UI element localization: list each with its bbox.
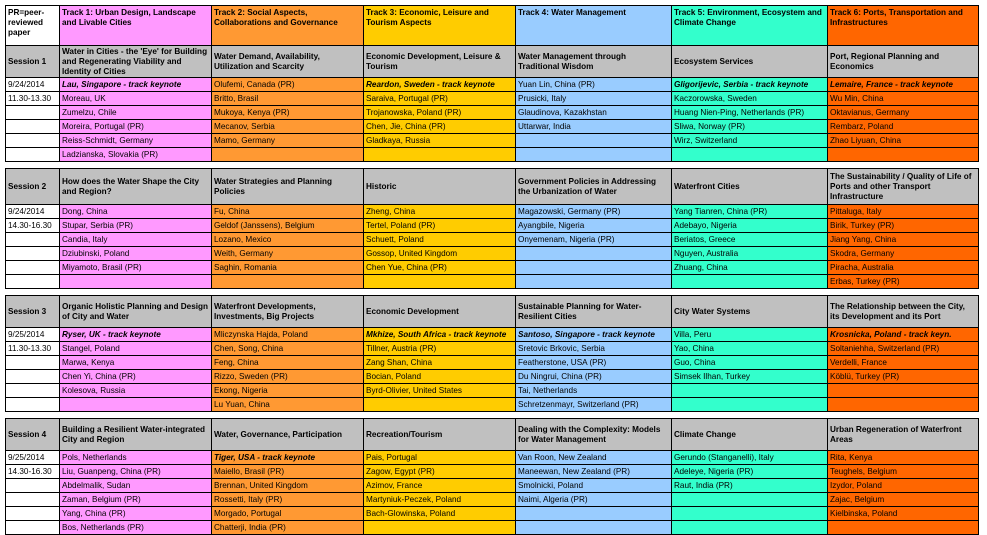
speaker: Mamo, Germany [212,134,364,148]
speaker: Wirz, Switzerland [672,134,828,148]
speaker: Ladzianska, Slovakia (PR) [60,148,212,162]
speaker: Tai, Netherlands [516,384,672,398]
empty-cell [6,106,60,120]
spacer-cell [60,412,212,419]
speaker: Sliwa, Norway (PR) [672,120,828,134]
speaker: Stupar, Serbia (PR) [60,219,212,233]
speaker-row [6,342,979,356]
session-topic: Government Policies in Addressing the Urbanization of Water [516,169,672,205]
session-spacer [6,162,979,169]
session-topic: The Relationship between the City, its Development and its Port [828,296,979,328]
session-topic: How does the Water Shape the City and Region? [60,169,212,205]
session-topic-row [6,169,979,205]
speaker: Simsek Ilhan, Turkey [672,370,828,384]
speaker: Uttarwar, India [516,120,672,134]
speaker: Dziubinski, Poland [60,247,212,261]
speaker: Britto, Brasil [212,92,364,106]
keynote-speaker: Ryser, UK - track keynote [60,328,212,342]
session-topic: Water, Governance, Participation [212,419,364,451]
speaker: Adeleye, Nigeria (PR) [672,465,828,479]
empty-cell [6,233,60,247]
empty-cell [828,148,979,162]
speaker: Mukoya, Kenya (PR) [212,106,364,120]
session-date: 9/25/2014 [6,328,60,342]
session-topic-row [6,46,979,78]
track-header-1: Track 1: Urban Design, Landscape and Livable Cities [60,6,212,46]
speaker: Zajac, Belgium [828,493,979,507]
speaker-row [6,275,979,289]
speaker-row [6,521,979,535]
speaker: Gerundo (Stanganelli), Italy [672,451,828,465]
speaker-row [6,328,979,342]
empty-cell [516,261,672,275]
speaker-row [6,233,979,247]
session-time: 11.30-13.30 [6,342,60,356]
speaker: Mliczynska Hajda, Poland [212,328,364,342]
speaker: Chatterji, India (PR) [212,521,364,535]
speaker-row [6,398,979,412]
session-time: 14.30-16.30 [6,219,60,233]
speaker: Rita, Kenya [828,451,979,465]
keynote-speaker: Tiger, USA - track keynote [212,451,364,465]
session-topic: City Water Systems [672,296,828,328]
spacer-cell [60,162,212,169]
empty-cell [516,275,672,289]
session-label: Session 1 [6,46,60,78]
session-topic: Waterfront Developments, Investments, Big Projects [212,296,364,328]
session-topic: Ecosystem Services [672,46,828,78]
session-topic: Water Demand, Availability, Utilization and Scarcity [212,46,364,78]
speaker: Birik, Turkey (PR) [828,219,979,233]
speaker: Zumelzu, Chile [60,106,212,120]
speaker: Candia, Italy [60,233,212,247]
speaker-row [6,92,979,106]
empty-cell [364,398,516,412]
spacer-cell [828,289,979,296]
speaker: Magazowski, Germany (PR) [516,205,672,219]
speaker: Sretovic Brkovic, Serbia [516,342,672,356]
empty-cell [212,148,364,162]
speaker: Tertel, Poland (PR) [364,219,516,233]
speaker: Yuan Lin, China (PR) [516,78,672,92]
speaker: Bos, Netherlands (PR) [60,521,212,535]
speaker: Saraiva, Portugal (PR) [364,92,516,106]
speaker-row [6,219,979,233]
spacer-cell [364,289,516,296]
session-topic-row [6,296,979,328]
speaker: Yao, China [672,342,828,356]
session-label: Session 2 [6,169,60,205]
speaker-row [6,465,979,479]
schedule-body [6,6,979,535]
spacer-cell [672,412,828,419]
session-topic: Sustainable Planning for Water-Resilient Cities [516,296,672,328]
speaker-row [6,120,979,134]
empty-cell [364,275,516,289]
spacer-cell [212,289,364,296]
speaker: Ayangbile, Nigeria [516,219,672,233]
speaker: Tillner, Austria (PR) [364,342,516,356]
speaker-row [6,451,979,465]
empty-cell [6,148,60,162]
empty-cell [828,384,979,398]
speaker: Kielbinska, Poland [828,507,979,521]
speaker: Schuett, Poland [364,233,516,247]
speaker: Chen Yi, China (PR) [60,370,212,384]
session-spacer [6,412,979,419]
speaker: Yang, China (PR) [60,507,212,521]
speaker: Abdelmalik, Sudan [60,479,212,493]
track-header-6: Track 6: Ports, Transportation and Infrastructures [828,6,979,46]
speaker: Piracha, Australia [828,261,979,275]
empty-cell [672,384,828,398]
speaker: Maneewan, New Zealand (PR) [516,465,672,479]
speaker: Prusicki, Italy [516,92,672,106]
empty-cell [364,521,516,535]
speaker: Maiello, Brasil (PR) [212,465,364,479]
spacer-cell [6,289,60,296]
speaker: Martyniuk-Peczek, Poland [364,493,516,507]
speaker: Soltaniehha, Switzerland (PR) [828,342,979,356]
speaker: Moreau, UK [60,92,212,106]
spacer-cell [6,412,60,419]
speaker: Skodra, Germany [828,247,979,261]
speaker: Gladkaya, Russia [364,134,516,148]
speaker: Brennan, United Kingdom [212,479,364,493]
speaker: Bocian, Poland [364,370,516,384]
speaker: Nguyen, Australia [672,247,828,261]
spacer-cell [6,162,60,169]
speaker: Marwa, Kenya [60,356,212,370]
session-topic: Water Strategies and Planning Policies [212,169,364,205]
empty-cell [672,275,828,289]
speaker: Lozano, Mexico [212,233,364,247]
session-label: Session 3 [6,296,60,328]
session-topic: Economic Development, Leisure & Tourism [364,46,516,78]
speaker-row [6,493,979,507]
speaker: Kolesova, Russia [60,384,212,398]
speaker-row [6,370,979,384]
speaker: Smolnicki, Poland [516,479,672,493]
spacer-cell [212,162,364,169]
speaker: Wu Min, China [828,92,979,106]
speaker: Zhuang, China [672,261,828,275]
speaker: Bach-Glowinska, Poland [364,507,516,521]
spacer-cell [516,289,672,296]
speaker: Feng, China [212,356,364,370]
speaker: Reiss-Schmidt, Germany [60,134,212,148]
speaker-row [6,247,979,261]
session-topic: Economic Development [364,296,516,328]
session-topic: Building a Resilient Water-integrated City and Region [60,419,212,451]
session-topic: Climate Change [672,419,828,451]
speaker: Azimov, France [364,479,516,493]
empty-cell [60,275,212,289]
speaker-row [6,384,979,398]
spacer-cell [212,412,364,419]
keynote-speaker: Mkhize, South Africa - track keynote [364,328,516,342]
speaker-row [6,148,979,162]
speaker: Rembarz, Poland [828,120,979,134]
speaker: Morgado, Portugal [212,507,364,521]
speaker: Chen, Jie, China (PR) [364,120,516,134]
conference-schedule-table [5,5,979,535]
speaker: Pais, Portugal [364,451,516,465]
speaker: Gossop, United Kingdom [364,247,516,261]
empty-cell [6,356,60,370]
peer-review-legend: PR=peer-reviewed paper [6,6,60,46]
speaker-row [6,134,979,148]
spacer-cell [60,289,212,296]
speaker-row [6,78,979,92]
speaker: Du Ningrui, China (PR) [516,370,672,384]
speaker: Saghin, Romania [212,261,364,275]
speaker: Schretzenmayr, Switzerland (PR) [516,398,672,412]
session-label: Session 4 [6,419,60,451]
session-date: 9/24/2014 [6,78,60,92]
speaker: Naimi, Algeria (PR) [516,493,672,507]
session-topic: Organic Holistic Planning and Design of City and Water [60,296,212,328]
keynote-speaker: Santoso, Singapore - track keynote [516,328,672,342]
speaker: Fu, China [212,205,364,219]
empty-cell [672,507,828,521]
session-topic: Waterfront Cities [672,169,828,205]
speaker: Guo, China [672,356,828,370]
empty-cell [6,493,60,507]
empty-cell [828,521,979,535]
speaker: Geldof (Janssens), Belgium [212,219,364,233]
empty-cell [6,247,60,261]
speaker: Mecanov, Serbia [212,120,364,134]
speaker-row [6,205,979,219]
header-row [6,6,979,46]
speaker: Chen Yue, China (PR) [364,261,516,275]
session-date: 9/25/2014 [6,451,60,465]
speaker: Byrd-Olivier, United States [364,384,516,398]
empty-cell [672,398,828,412]
speaker: Chen, Song, China [212,342,364,356]
empty-cell [672,148,828,162]
spacer-cell [516,162,672,169]
speaker: Beriatos, Greece [672,233,828,247]
speaker: Stangel, Poland [60,342,212,356]
empty-cell [516,521,672,535]
session-time: 11.30-13.30 [6,92,60,106]
empty-cell [6,398,60,412]
session-spacer [6,289,979,296]
keynote-speaker: Reardon, Sweden - track keynote [364,78,516,92]
session-topic: Recreation/Tourism [364,419,516,451]
speaker: Huang Nien-Ping, Netherlands (PR) [672,106,828,120]
track-header-3: Track 3: Economic, Leisure and Tourism Aspects [364,6,516,46]
empty-cell [6,261,60,275]
speaker: Teughels, Belgium [828,465,979,479]
speaker: Jiang Yang, China [828,233,979,247]
empty-cell [516,134,672,148]
speaker: Oktavianus, Germany [828,106,979,120]
keynote-speaker: Krosnicka, Poland - track keyn. [828,328,979,342]
speaker: Köblü, Turkey (PR) [828,370,979,384]
speaker: Rizzo, Sweden (PR) [212,370,364,384]
speaker: Featherstone, USA (PR) [516,356,672,370]
speaker-row [6,356,979,370]
empty-cell [828,398,979,412]
speaker: Zang Shan, China [364,356,516,370]
empty-cell [6,521,60,535]
speaker: Lu Yuan, China [212,398,364,412]
keynote-speaker: Lau, Singapore - track keynote [60,78,212,92]
empty-cell [60,398,212,412]
empty-cell [516,507,672,521]
speaker: Izydor, Poland [828,479,979,493]
empty-cell [364,148,516,162]
session-topic: The Sustainability / Quality of Life of Ports and other Transport Infrastructure [828,169,979,205]
speaker: Raut, India (PR) [672,479,828,493]
speaker: Ekong, Nigeria [212,384,364,398]
empty-cell [6,120,60,134]
speaker: Glaudinova, Kazakhstan [516,106,672,120]
empty-cell [672,521,828,535]
speaker: Miyamoto, Brasil (PR) [60,261,212,275]
empty-cell [516,247,672,261]
keynote-speaker: Lemaire, France - track keynote [828,78,979,92]
speaker-row [6,106,979,120]
spacer-cell [364,162,516,169]
speaker-row [6,507,979,521]
speaker: Onyemenam, Nigeria (PR) [516,233,672,247]
session-topic-row [6,419,979,451]
empty-cell [6,275,60,289]
empty-cell [6,370,60,384]
spacer-cell [516,412,672,419]
speaker: Rossetti, Italy (PR) [212,493,364,507]
empty-cell [672,493,828,507]
speaker: Villa, Peru [672,328,828,342]
spacer-cell [672,162,828,169]
speaker: Kaczorowska, Sweden [672,92,828,106]
empty-cell [6,479,60,493]
track-header-2: Track 2: Social Aspects, Collaborations and Governance [212,6,364,46]
speaker: Zagow, Egypt (PR) [364,465,516,479]
speaker: Pols, Netherlands [60,451,212,465]
session-time: 14.30-16.30 [6,465,60,479]
session-topic: Water Management through Traditional Wisdom [516,46,672,78]
spacer-cell [364,412,516,419]
speaker: Trojanowska, Poland (PR) [364,106,516,120]
speaker: Erbas, Turkey (PR) [828,275,979,289]
speaker: Adebayo, Nigeria [672,219,828,233]
speaker: Yang Tianren, China (PR) [672,205,828,219]
session-topic: Water in Cities - the 'Eye' for Building and Regenerating Viability and Identity of Cities [60,46,212,78]
keynote-speaker: Gligorijevic, Serbia - track keynote [672,78,828,92]
empty-cell [6,507,60,521]
session-topic: Dealing with the Complexity: Models for Water Management [516,419,672,451]
session-topic: Urban Regeneration of Waterfront Areas [828,419,979,451]
track-header-4: Track 4: Water Management [516,6,672,46]
speaker: Olufemi, Canada (PR) [212,78,364,92]
empty-cell [212,275,364,289]
track-header-5: Track 5: Environment, Ecosystem and Climate Change [672,6,828,46]
speaker: Weith, Germany [212,247,364,261]
speaker: Moreira, Portugal (PR) [60,120,212,134]
session-date: 9/24/2014 [6,205,60,219]
empty-cell [6,384,60,398]
session-topic: Historic [364,169,516,205]
empty-cell [516,148,672,162]
spacer-cell [828,162,979,169]
empty-cell [6,134,60,148]
speaker: Van Roon, New Zealand [516,451,672,465]
speaker: Zhao Liyuan, China [828,134,979,148]
speaker: Zheng, China [364,205,516,219]
speaker: Liu, Guanpeng, China (PR) [60,465,212,479]
spacer-cell [828,412,979,419]
spacer-cell [672,289,828,296]
speaker: Zaman, Belgium (PR) [60,493,212,507]
speaker: Verdelli, France [828,356,979,370]
session-topic: Port, Regional Planning and Economics [828,46,979,78]
speaker-row [6,479,979,493]
speaker: Pittaluga, Italy [828,205,979,219]
speaker-row [6,261,979,275]
speaker: Dong, China [60,205,212,219]
